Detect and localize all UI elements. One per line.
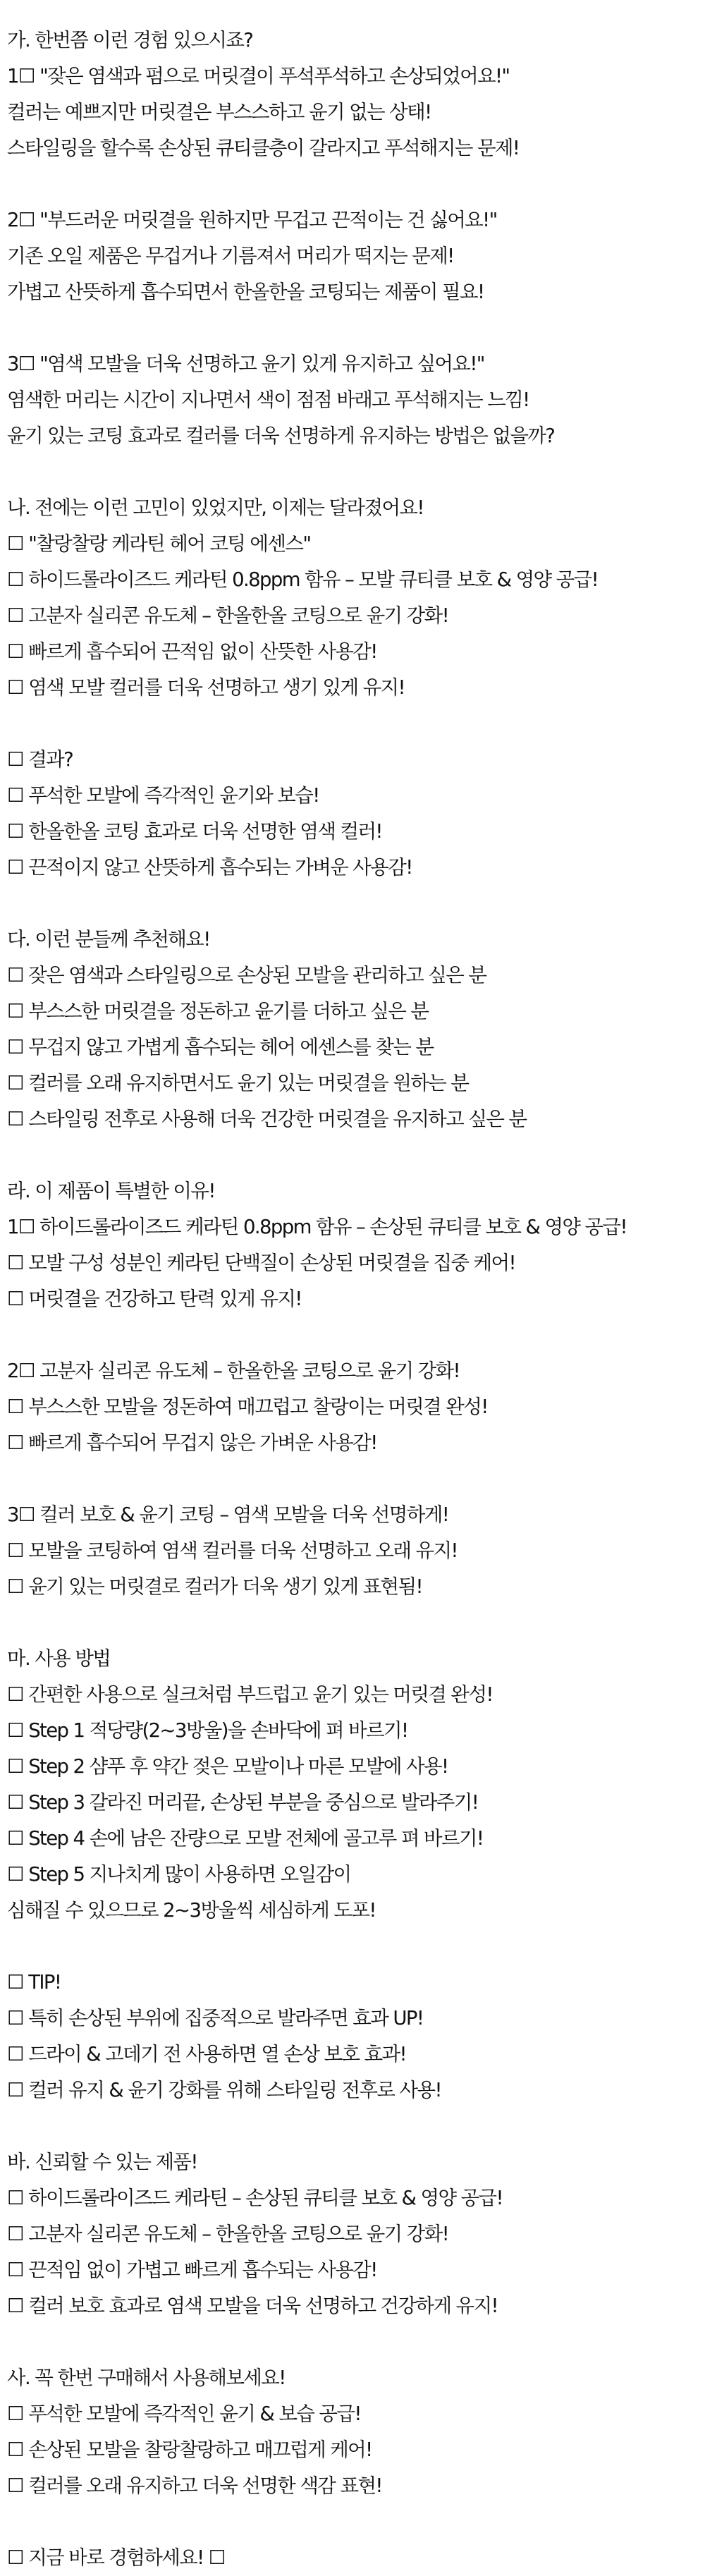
text-line: ☐ 부스스한 머릿결을 정돈하고 윤기를 더하고 싶은 분 xyxy=(7,1000,429,1023)
text-line: ☐ 고분자 실리콘 유도체 – 한올한올 코팅으로 윤기 강화! xyxy=(7,2223,449,2245)
text-line: ☐ 스타일링 전후로 사용해 더욱 건강한 머릿결을 유지하고 싶은 분 xyxy=(7,1108,527,1130)
text-line: 2☐ 고분자 실리콘 유도체 – 한올한올 코팅으로 윤기 강화! xyxy=(7,1360,460,1382)
text-line: 기존 오일 제품은 무겁거나 기름져서 머리가 떡지는 문제! xyxy=(7,245,454,267)
text-line: 윤기 있는 코팅 효과로 컬러를 더욱 선명하게 유지하는 방법은 없을까? xyxy=(7,425,555,447)
text-line: 스타일링을 할수록 손상된 큐티클층이 갈라지고 푸석해지는 문제! xyxy=(7,137,520,159)
text-line: ☐ 손상된 모발을 찰랑찰랑하고 매끄럽게 케어! xyxy=(7,2438,372,2461)
text-line: ☐ Step 5 지나치게 많이 사용하면 오일감이 xyxy=(7,1863,351,1886)
text-line: ☐ 결과? xyxy=(7,748,73,771)
blank-line xyxy=(7,310,698,346)
blank-line xyxy=(7,2108,698,2144)
text-line: 라. 이 제품이 특별한 이유! xyxy=(7,1180,215,1202)
text-line: ☐ 빠르게 흡수되어 무겁지 않은 가벼운 사용감! xyxy=(7,1432,377,1454)
text-line: ☐ Step 3 갈라진 머리끝, 손상된 부분을 중심으로 발라주기! xyxy=(7,1791,479,1814)
blank-line xyxy=(7,166,698,202)
blank-line xyxy=(7,2504,698,2540)
text-line: ☐ 부스스한 모발을 정돈하여 매끄럽고 찰랑이는 머릿결 완성! xyxy=(7,1396,488,1418)
text-line: ☐ 하이드롤라이즈드 케라틴 – 손상된 큐티클 보호 & 영양 공급! xyxy=(7,2187,503,2209)
text-line: ☐ 윤기 있는 머릿결로 컬러가 더욱 생기 있게 표현됨! xyxy=(7,1575,422,1598)
product-description-text xyxy=(7,23,698,2576)
text-line: ☐ 무겁지 않고 가볍게 흡수되는 헤어 에센스를 찾는 분 xyxy=(7,1036,434,1058)
text-line: 염색한 머리는 시간이 지나면서 색이 점점 바래고 푸석해지는 느낌! xyxy=(7,389,529,411)
text-line: ☐ Step 4 손에 남은 잔량으로 모발 전체에 골고루 펴 바르기! xyxy=(7,1827,484,1850)
blank-line xyxy=(7,1929,698,1965)
text-line: ☐ 모발 구성 성분인 케라틴 단백질이 손상된 머릿결을 집중 케어! xyxy=(7,1252,515,1274)
blank-line xyxy=(7,886,698,922)
text-line: 심해질 수 있으므로 2~3방울씩 세심하게 도포! xyxy=(7,1899,376,1922)
text-line: ☐ 빠르게 흡수되어 끈적임 없이 산뜻한 사용감! xyxy=(7,640,377,663)
blank-line xyxy=(7,454,698,490)
text-line: 나. 전에는 이런 고민이 있었지만, 이제는 달라졌어요! xyxy=(7,496,424,519)
text-line: ☐ 푸석한 모발에 즉각적인 윤기와 보습! xyxy=(7,784,319,807)
text-line: 1☐ 하이드롤라이즈드 케라틴 0.8ppm 함유 – 손상된 큐티클 보호 & 영양 공급! xyxy=(7,1216,627,1238)
text-line: ☐ 하이드롤라이즈드 케라틴 0.8ppm 함유 – 모발 큐티클 보호 & 영양 공급! xyxy=(7,568,599,591)
text-line: ☐ 간편한 사용으로 실크처럼 부드럽고 윤기 있는 머릿결 완성! xyxy=(7,1683,493,1706)
text-line: ☐ Step 2 샴푸 후 약간 젖은 모발이나 마른 모발에 사용! xyxy=(7,1755,448,1778)
text-line: ☐ 컬러 유지 & 윤기 강화를 위해 스타일링 전후로 사용! xyxy=(7,2079,441,2101)
blank-line xyxy=(7,706,698,742)
text-line: 사. 꼭 한번 구매해서 사용해보세요! xyxy=(7,2367,286,2389)
text-line: ☐ TIP! xyxy=(7,1971,61,1994)
text-line: 1☐ "잦은 염색과 펌으로 머릿결이 푸석푸석하고 손상되었어요!" xyxy=(7,65,510,87)
text-line: ☐ 지금 바로 경험하세요! ☐ xyxy=(7,2546,225,2569)
text-line: ☐ 염색 모발 컬러를 더욱 선명하고 생기 있게 유지! xyxy=(7,676,405,699)
text-line: ☐ 모발을 코팅하여 염색 컬러를 더욱 선명하고 오래 유지! xyxy=(7,1539,458,1562)
text-line: ☐ "찰랑찰랑 케라틴 헤어 코팅 에센스" xyxy=(7,532,311,555)
text-line: ☐ 한올한올 코팅 효과로 더욱 선명한 염색 컬러! xyxy=(7,820,382,843)
text-line: ☐ 컬러를 오래 유지하고 더욱 선명한 색감 표현! xyxy=(7,2474,382,2497)
text-line: ☐ 잦은 염색과 스타일링으로 손상된 모발을 관리하고 싶은 분 xyxy=(7,964,486,987)
text-line: 마. 사용 방법 xyxy=(7,1647,111,1670)
text-line: 2☐ "부드러운 머릿결을 원하지만 무겁고 끈적이는 건 싫어요!" xyxy=(7,209,497,231)
text-line: 3☐ 컬러 보호 & 윤기 코팅 – 염색 모발을 더욱 선명하게! xyxy=(7,1503,449,1526)
text-line: 다. 이런 분들께 추천해요! xyxy=(7,928,210,951)
text-line: 가. 한번쯤 이런 경험 있으시죠? xyxy=(7,29,253,51)
text-line: ☐ 머릿결을 건강하고 탄력 있게 유지! xyxy=(7,1288,302,1310)
text-line: ☐ 끈적임 없이 가볍고 빠르게 흡수되는 사용감! xyxy=(7,2259,377,2281)
text-line: ☐ 드라이 & 고데기 전 사용하면 열 손상 보호 효과! xyxy=(7,2043,406,2065)
text-line: ☐ 특히 손상된 부위에 집중적으로 발라주면 효과 UP! xyxy=(7,2007,424,2029)
text-line: ☐ 고분자 실리콘 유도체 – 한올한올 코팅으로 윤기 강화! xyxy=(7,604,449,627)
text-line: 컬러는 예쁘지만 머릿결은 부스스하고 윤기 없는 상태! xyxy=(7,101,431,123)
text-line: ☐ 푸석한 모발에 즉각적인 윤기 & 보습 공급! xyxy=(7,2403,361,2425)
blank-line xyxy=(7,1605,698,1641)
text-line: ☐ 컬러 보호 효과로 염색 모발을 더욱 선명하고 건강하게 유지! xyxy=(7,2295,498,2317)
text-line: 가볍고 산뜻하게 흡수되면서 한올한올 코팅되는 제품이 필요! xyxy=(7,281,484,303)
text-line: ☐ 끈적이지 않고 산뜻하게 흡수되는 가벼운 사용감! xyxy=(7,856,412,879)
text-line: 바. 신뢰할 수 있는 제품! xyxy=(7,2151,197,2173)
blank-line xyxy=(7,2324,698,2360)
text-line: ☐ Step 1 적당량(2~3방울)을 손바닥에 펴 바르기! xyxy=(7,1719,408,1742)
text-line: 3☐ "염색 모발을 더욱 선명하고 윤기 있게 유지하고 싶어요!" xyxy=(7,353,484,375)
blank-line xyxy=(7,1317,698,1353)
blank-line xyxy=(7,1137,698,1173)
text-line: ☐ 컬러를 오래 유지하면서도 윤기 있는 머릿결을 원하는 분 xyxy=(7,1072,469,1094)
blank-line xyxy=(7,1461,698,1497)
